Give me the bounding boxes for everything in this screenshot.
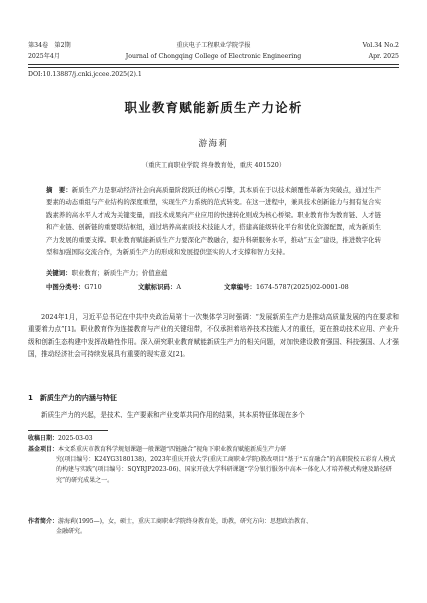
footnote-fund <box>28 445 399 486</box>
journal-name-cn: 重庆电子工程职业学院学报 <box>176 42 251 49</box>
author-bio-label: 作者简介： <box>28 518 59 525</box>
fund-text-rest: 究(项目编号：K24YG3180138)、2023年重庆开放大学(重庆工商职业学院)教改项目“基于“五育融合”的高职院校五彩育人模式的构建与实践”(项目编号：SQYRJP2023-06)、国家开放大学科研课题“学分银行服务中高本一体化人才培养模式构建及路径研究”的研究成果之一。 <box>56 456 396 484</box>
footnote-author <box>28 517 399 537</box>
footnote-rule <box>28 430 108 431</box>
section-heading: 1 新质生产力的内涵与特征 <box>28 394 117 402</box>
received-label: 收稿日期： <box>28 435 59 442</box>
body-paragraph: 2024年1月，习近平总书记在中共中央政治局第十一次集体学习时强调：“发展新质生产力是推动高质量发展的内在要求和重要着力点”[1]。职业教育作为连接教育与产业的关键纽带，不仅承担着培养技术技能人才的重任，更在推动技术应用、产业升级和创新生态构建中发挥战略性作用。深入研究职业教育赋能新质生产力的相关问题，对加快建设教育强国、科技强国、人才强国，推动经济社会可持续发展具有重要的现实意义[2]。 <box>28 313 399 359</box>
document-code-label: 文献标识码： <box>138 283 177 291</box>
fund-label: 基金项目： <box>28 446 59 453</box>
running-header-en <box>28 53 399 61</box>
author-name: 游海莉 <box>198 139 229 149</box>
author-affiliation: （重庆工商职业学院 终身教育处，重庆 401520） <box>141 161 286 169</box>
body-paragraph-2: 新质生产力的兴起，是技术、生产要素和产业变革共同作用的结果，其本质特征体现在多个 <box>41 411 305 419</box>
doi: DOI:10.13887/j.cnki.jccee.2025(2).1 <box>28 71 142 78</box>
footnote-received <box>28 434 399 444</box>
keywords-label: 关键词： <box>46 269 72 277</box>
keywords <box>46 268 381 277</box>
article-number-value: 1674-5787(2025)02-0001-08 <box>255 283 349 291</box>
abstract-text: 新质生产力是驱动经济社会向高质量阶段跃迁的核心引擎，其本质在于以技术颠覆性革新为突破点，通过生产要素的动态重组与产业结构的深度重塑，实现生产力系统的范式转变。在这一进程中，兼具技术创新能力与拥有复合实践素养的高水平人才成为关键变量，而技术成果向产业应用的快速转化则成为核心桥梁。职业教育作为教育链、人才链和产业链、创新链的重要联结枢纽，通过培养高素质技术技能人才，搭建高能级转化平台和优化资源配置，成为新质生产力发展的重要支撑。职业教育赋能新质生产力要深化产教融合，提升科研服务水平，推动“五金”建设，推进数字化转型和加强国际交流合作，为新质生产力的形成和发展提供坚实的人才支撑和智力支持。 <box>46 186 382 257</box>
document-code-value: A <box>176 283 181 291</box>
author-bio-rest: 金融研究。 <box>56 528 87 536</box>
clc-value: G710 <box>84 283 102 291</box>
keywords-text: 职业教育；新质生产力；价值意蕴 <box>71 269 168 277</box>
date-en: Apr. 2025 <box>368 53 399 60</box>
abstract-label: 摘 要： <box>46 186 72 194</box>
article-number-label: 文章编号： <box>224 283 256 291</box>
article-title: 职业教育赋能新质生产力论析 <box>124 100 303 115</box>
header-rule-thick <box>28 64 399 65</box>
date-cn: 2025年4月 <box>28 53 61 60</box>
volume-issue-cn: 第34卷 第2期 <box>28 42 71 49</box>
clc-label: 中图分类号： <box>46 283 85 291</box>
header-rule-thin <box>28 67 399 68</box>
author-bio-first: 游海莉(1995—)，女，硕士，重庆工商职业学院终身教育处，助教，研究方向：思想政治教育、 <box>58 518 312 525</box>
fund-text-first: 本文系重庆市教育科学规划课题一般课题“四链融合”视角下职业教育赋能新质生产力研 <box>58 446 287 453</box>
abstract <box>46 184 381 258</box>
document-code <box>138 282 181 291</box>
received-date: 2025-03-03 <box>58 435 93 442</box>
clc-number <box>46 282 102 291</box>
article-number <box>224 282 349 291</box>
journal-name-en: Journal of Chongqing College of Electronic Engineering <box>125 53 302 60</box>
running-header-cn <box>28 42 399 50</box>
volume-issue-en: Vol.34 No.2 <box>362 42 399 49</box>
